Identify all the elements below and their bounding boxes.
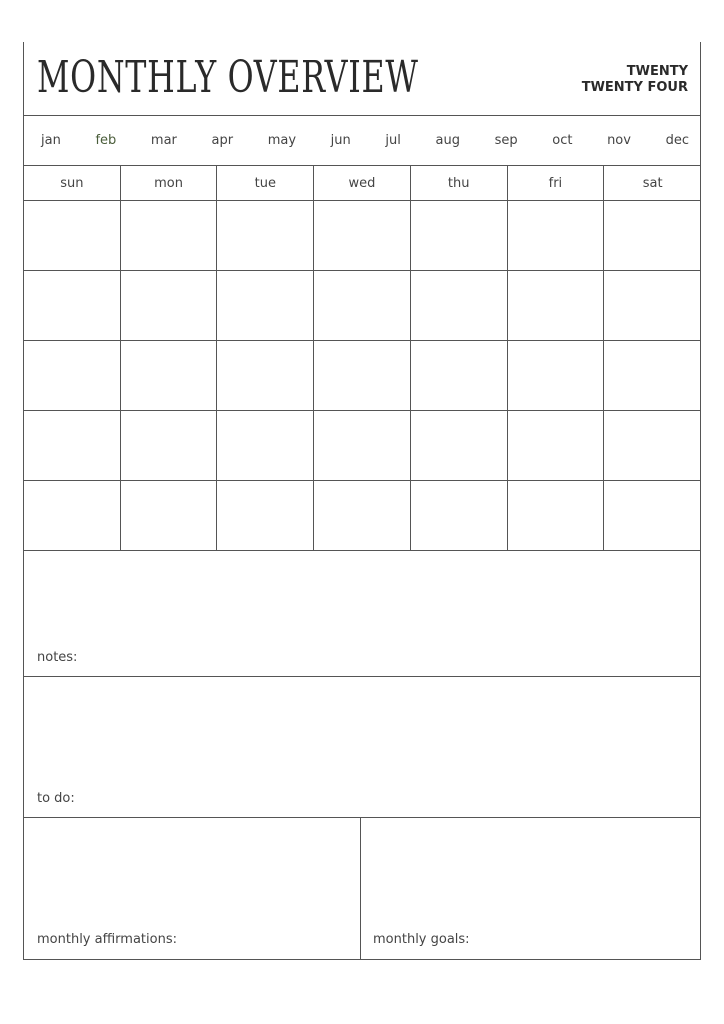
- calendar-week: [24, 481, 701, 551]
- bottom-column-divider: [360, 817, 361, 959]
- month-nov[interactable]: nov: [607, 132, 631, 148]
- day-cell[interactable]: [121, 341, 218, 411]
- todo-divider: [24, 817, 700, 818]
- day-cell[interactable]: [217, 411, 314, 481]
- year-label: [582, 64, 688, 96]
- day-cell[interactable]: [411, 341, 508, 411]
- weekday-tue: tue: [217, 166, 314, 201]
- weekday-sun: sun: [24, 166, 121, 201]
- day-cell[interactable]: [508, 271, 605, 341]
- month-sep[interactable]: sep: [494, 132, 518, 148]
- day-cell[interactable]: [411, 271, 508, 341]
- day-cell[interactable]: [508, 411, 605, 481]
- day-cell[interactable]: [217, 201, 314, 271]
- month-apr[interactable]: apr: [211, 132, 234, 148]
- month-selector: [24, 116, 700, 164]
- month-dec[interactable]: dec: [665, 132, 689, 148]
- day-cell[interactable]: [604, 201, 701, 271]
- weekday-wed: wed: [314, 166, 411, 201]
- day-cell[interactable]: [24, 271, 121, 341]
- day-cell[interactable]: [121, 481, 218, 551]
- calendar-grid: [24, 165, 701, 551]
- day-cell[interactable]: [314, 411, 411, 481]
- day-cell[interactable]: [508, 201, 605, 271]
- day-cell[interactable]: [411, 201, 508, 271]
- day-cell[interactable]: [24, 481, 121, 551]
- weekday-thu: thu: [411, 166, 508, 201]
- calendar-week: [24, 201, 701, 271]
- weekday-mon: mon: [121, 166, 218, 201]
- day-cell[interactable]: [604, 341, 701, 411]
- year-line-1: TWENTY: [626, 64, 688, 79]
- day-cell[interactable]: [314, 271, 411, 341]
- day-cell[interactable]: [314, 201, 411, 271]
- day-cell[interactable]: [508, 341, 605, 411]
- month-aug[interactable]: aug: [435, 132, 460, 148]
- calendar-week: [24, 411, 701, 481]
- day-cell[interactable]: [121, 271, 218, 341]
- affirmations-label: monthly affirmations:: [37, 932, 177, 947]
- month-jan[interactable]: jan: [41, 132, 61, 148]
- day-cell[interactable]: [217, 341, 314, 411]
- day-cell[interactable]: [314, 481, 411, 551]
- day-cell[interactable]: [121, 411, 218, 481]
- year-line-2: TWENTY FOUR: [581, 80, 688, 95]
- day-cell[interactable]: [217, 271, 314, 341]
- weekday-sat: sat: [604, 166, 701, 201]
- day-cell[interactable]: [604, 411, 701, 481]
- month-oct[interactable]: oct: [552, 132, 573, 148]
- day-cell[interactable]: [24, 201, 121, 271]
- month-mar[interactable]: mar: [150, 132, 177, 148]
- day-cell[interactable]: [411, 411, 508, 481]
- goals-label: monthly goals:: [373, 932, 470, 947]
- calendar-week: [24, 341, 701, 411]
- month-feb[interactable]: feb: [95, 132, 117, 148]
- day-cell[interactable]: [604, 481, 701, 551]
- todo-label: to do:: [37, 791, 75, 806]
- day-cell[interactable]: [121, 201, 218, 271]
- day-cell[interactable]: [411, 481, 508, 551]
- planner-page: [23, 42, 701, 960]
- month-jun[interactable]: jun: [330, 132, 351, 148]
- weekday-header: [24, 166, 701, 201]
- month-jul[interactable]: jul: [385, 132, 401, 148]
- day-cell[interactable]: [604, 271, 701, 341]
- day-cell[interactable]: [217, 481, 314, 551]
- day-cell[interactable]: [24, 411, 121, 481]
- day-cell[interactable]: [314, 341, 411, 411]
- notes-divider: [24, 676, 700, 677]
- day-cell[interactable]: [508, 481, 605, 551]
- month-may[interactable]: may: [267, 132, 297, 148]
- weekday-fri: fri: [508, 166, 605, 201]
- page-title: MONTHLY OVERVIEW: [37, 52, 419, 103]
- notes-label: notes:: [37, 650, 78, 665]
- day-cell[interactable]: [24, 341, 121, 411]
- calendar-week: [24, 271, 701, 341]
